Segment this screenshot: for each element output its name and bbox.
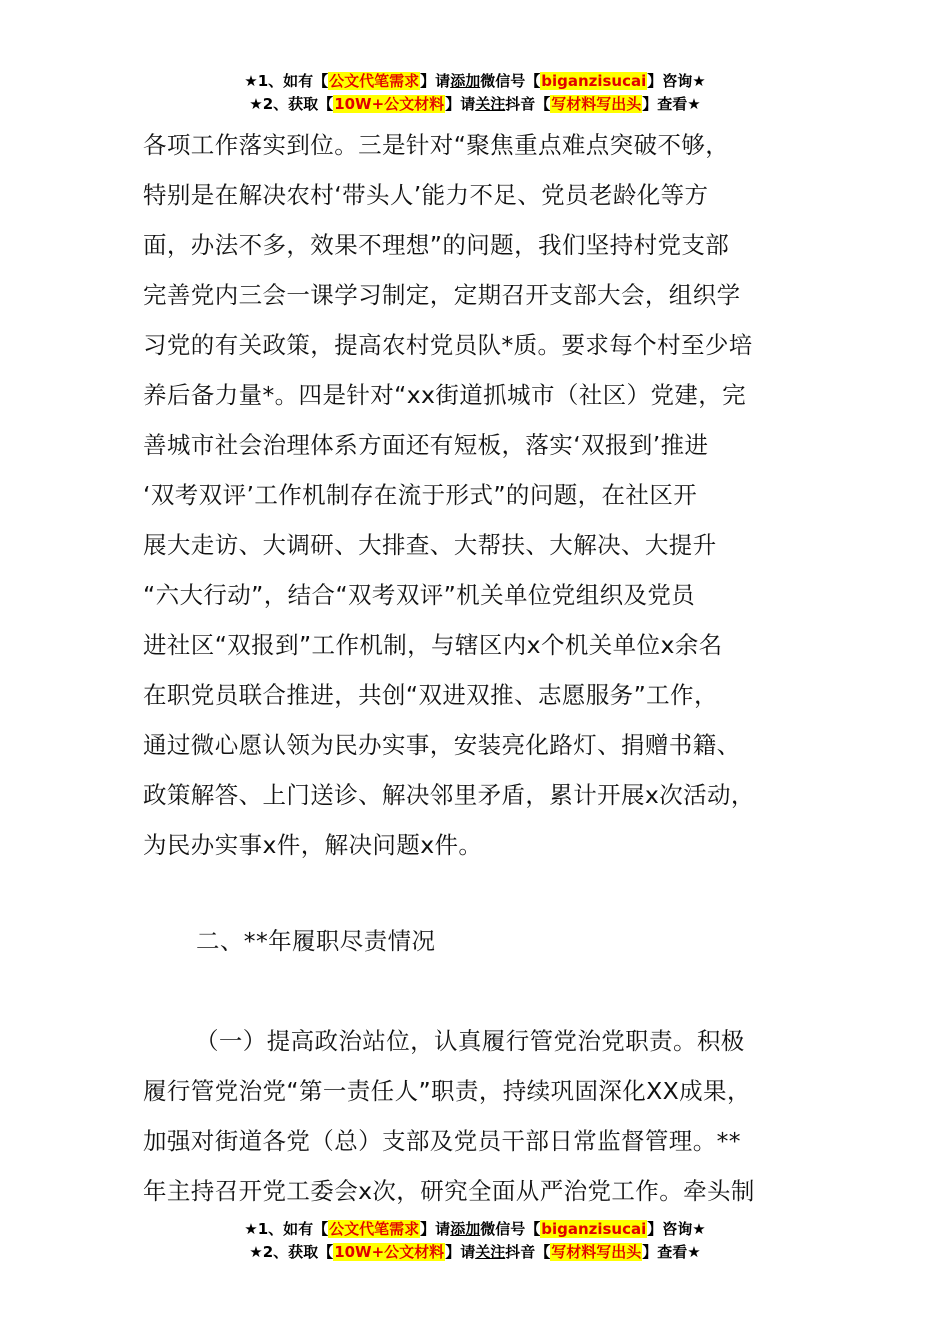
- text-line: 面，办法不多，效果不理想”的问题，我们坚持村党支部: [143, 231, 730, 259]
- banner-highlight: 写材料写出头: [551, 95, 642, 113]
- text-line: 善城市社会治理体系方面还有短板，落实‘双报到’推进: [143, 431, 709, 459]
- banner-line-2: [0, 93, 950, 116]
- text-line: 特别是在解决农村‘带头人’能力不足、党员老龄化等方: [143, 181, 709, 209]
- banner-text: 抖音【: [505, 1243, 551, 1261]
- text-line: 养后备力量*。四是针对“xx街道抓城市（社区）党建，完: [143, 381, 747, 409]
- text-line: 加强对街道各党（总）支部及党员干部日常监督管理。**: [143, 1127, 741, 1155]
- banner-text: ★1、如有【: [244, 1220, 329, 1238]
- text-line: 完善党内三会一课学习制定，定期召开支部大会，组织学: [143, 281, 741, 309]
- banner-text: 】请: [445, 95, 476, 113]
- banner-line-1: [0, 70, 950, 93]
- banner-text: ★2、获取【: [249, 1243, 334, 1261]
- text-line: ‘双考双评’工作机制存在流于形式”的问题，在社区开: [143, 481, 698, 509]
- banner-text: 】请: [445, 1243, 476, 1261]
- banner-text: 】咨询★: [647, 1220, 706, 1238]
- footer-banner: [0, 1218, 950, 1264]
- header-banner: [0, 70, 950, 116]
- text-line: 各项工作落实到位。三是针对“聚焦重点难点突破不够，: [143, 131, 730, 159]
- banner-underline: 关注: [475, 1243, 506, 1261]
- banner-line-1: [0, 1218, 950, 1241]
- banner-highlight: biganzisucai: [541, 1220, 647, 1238]
- banner-text: 抖音【: [505, 95, 551, 113]
- banner-text: 】请: [420, 72, 451, 90]
- text-line: 为民办实事x件，解决问题x件。: [143, 831, 483, 859]
- text-line: 展大走访、大调研、大排查、大帮扶、大解决、大提升: [143, 531, 717, 559]
- banner-text: 】请: [420, 1220, 451, 1238]
- text-line: 年主持召开党工委会x次，研究全面从严治党工作。牵头制: [143, 1177, 755, 1205]
- banner-highlight: 10W+公文材料: [334, 1243, 445, 1261]
- paragraph-section-one: [143, 1016, 833, 1216]
- banner-underline: 关注: [475, 95, 506, 113]
- banner-highlight: 10W+公文材料: [334, 95, 445, 113]
- banner-highlight: 写材料写出头: [551, 1243, 642, 1261]
- banner-text: ★1、如有【: [244, 72, 329, 90]
- banner-text: 微信号【: [480, 1220, 541, 1238]
- banner-line-2: [0, 1241, 950, 1264]
- banner-text: ★2、获取【: [249, 95, 334, 113]
- text-line: 进社区“双报到”工作机制，与辖区内x个机关单位x余名: [143, 631, 723, 659]
- banner-text: 】咨询★: [647, 72, 706, 90]
- banner-underline: 添加: [450, 1220, 481, 1238]
- paragraph-continuation: [143, 120, 833, 870]
- banner-text: 微信号【: [480, 72, 541, 90]
- text-line: 政策解答、上门送诊、解决邻里矛盾，累计开展x次活动，: [143, 781, 755, 809]
- banner-text: 】查看★: [642, 1243, 701, 1261]
- banner-highlight: 公文代笔需求: [329, 72, 420, 90]
- text-line: “六大行动”，结合“双考双评”机关单位党组织及党员: [143, 581, 696, 609]
- text-line: 通过微心愿认领为民办实事，安装亮化路灯、捐赠书籍、: [143, 731, 741, 759]
- section-heading: 二、**年履职尽责情况: [196, 927, 436, 955]
- banner-highlight: 公文代笔需求: [329, 1220, 420, 1238]
- text-line: （一）提高政治站位，认真履行管党治党职责。积极: [195, 1027, 745, 1055]
- text-line: 履行管党治党“第一责任人”职责，持续巩固深化XX成果，: [143, 1077, 751, 1105]
- banner-highlight: biganzisucai: [541, 72, 647, 90]
- banner-text: 】查看★: [642, 95, 701, 113]
- text-line: 在职党员联合推进，共创“双进双推、志愿服务”工作，: [143, 681, 718, 709]
- text-line: 习党的有关政策，提高农村党员队*质。要求每个村至少培: [143, 331, 753, 359]
- banner-underline: 添加: [450, 72, 481, 90]
